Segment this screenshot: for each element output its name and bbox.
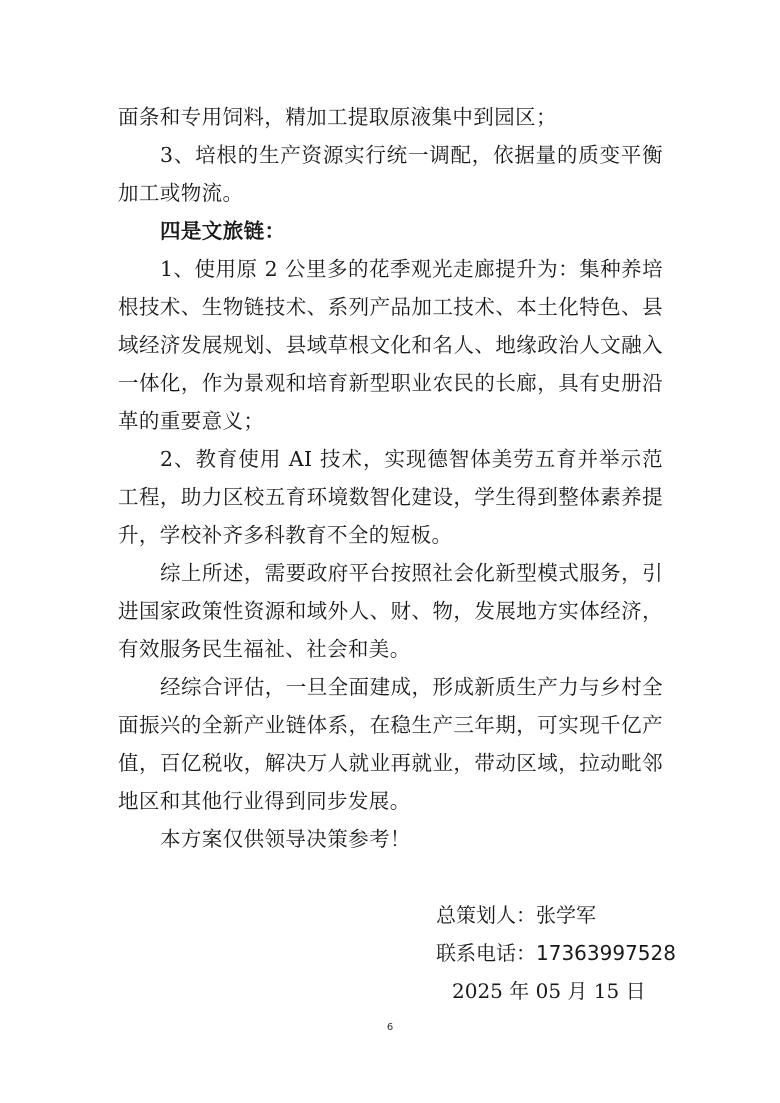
paragraph-closing: 本方案仅供领导决策参考！ — [160, 827, 411, 851]
paragraph-evaluation: 经综合评估，一旦全面建成，形成新质生产力与乡村全面振兴的全新产业链体系，在稳生产三年期，可实现千亿产值，百亿税收，解决万人就业再就业，带动区域，拉动毗邻地区和其他行业得到同步发展。 — [118, 675, 663, 813]
section-heading-cultural-tourism: 四是文旅链： — [160, 219, 286, 243]
phone-number: 17363997528 — [536, 941, 676, 965]
paragraph-summary: 综上所述，需要政府平台按照社会化新型模式服务，引进国家政策性资源和域外人、财、物，发展地方实体经济，有效服务民生福祉、社会和美。 — [118, 561, 663, 661]
signature-phone — [436, 934, 676, 972]
signature-planner — [436, 896, 596, 934]
page-number: 6 — [386, 1022, 394, 1033]
paragraph-item-3: 3、培根的生产资源实行统一调配，依据量的质变平衡加工或物流。 — [118, 143, 663, 205]
body-text — [118, 98, 663, 858]
paragraph-item-2: 2、教育使用 AI 技术，实现德智体美劳五育并举示范工程，助力区校五育环境数智化建设，学生得到整体素养提升，学校补齐多科教育不全的短板。 — [118, 447, 663, 547]
date-text: 2025 年 05 月 15 日 — [452, 979, 646, 1003]
paragraph-continuation: 面条和专用饲料，精加工提取原液集中到园区； — [118, 105, 557, 129]
phone-label: 联系电话： — [436, 941, 536, 965]
planner-name: 张学军 — [536, 903, 596, 927]
planner-label: 总策划人： — [436, 903, 536, 927]
paragraph-item-1: 1、使用原 2 公里多的花季观光走廊提升为：集种养培根技术、生物链技术、系列产品加工技术、本土化特色、县域经济发展规划、县域草根文化和名人、地缘政治人文融入一体化，作为景观和培育新型职业农民的长廊，具有史册沿革的重要意义； — [118, 257, 663, 433]
signature-date — [452, 972, 646, 1010]
